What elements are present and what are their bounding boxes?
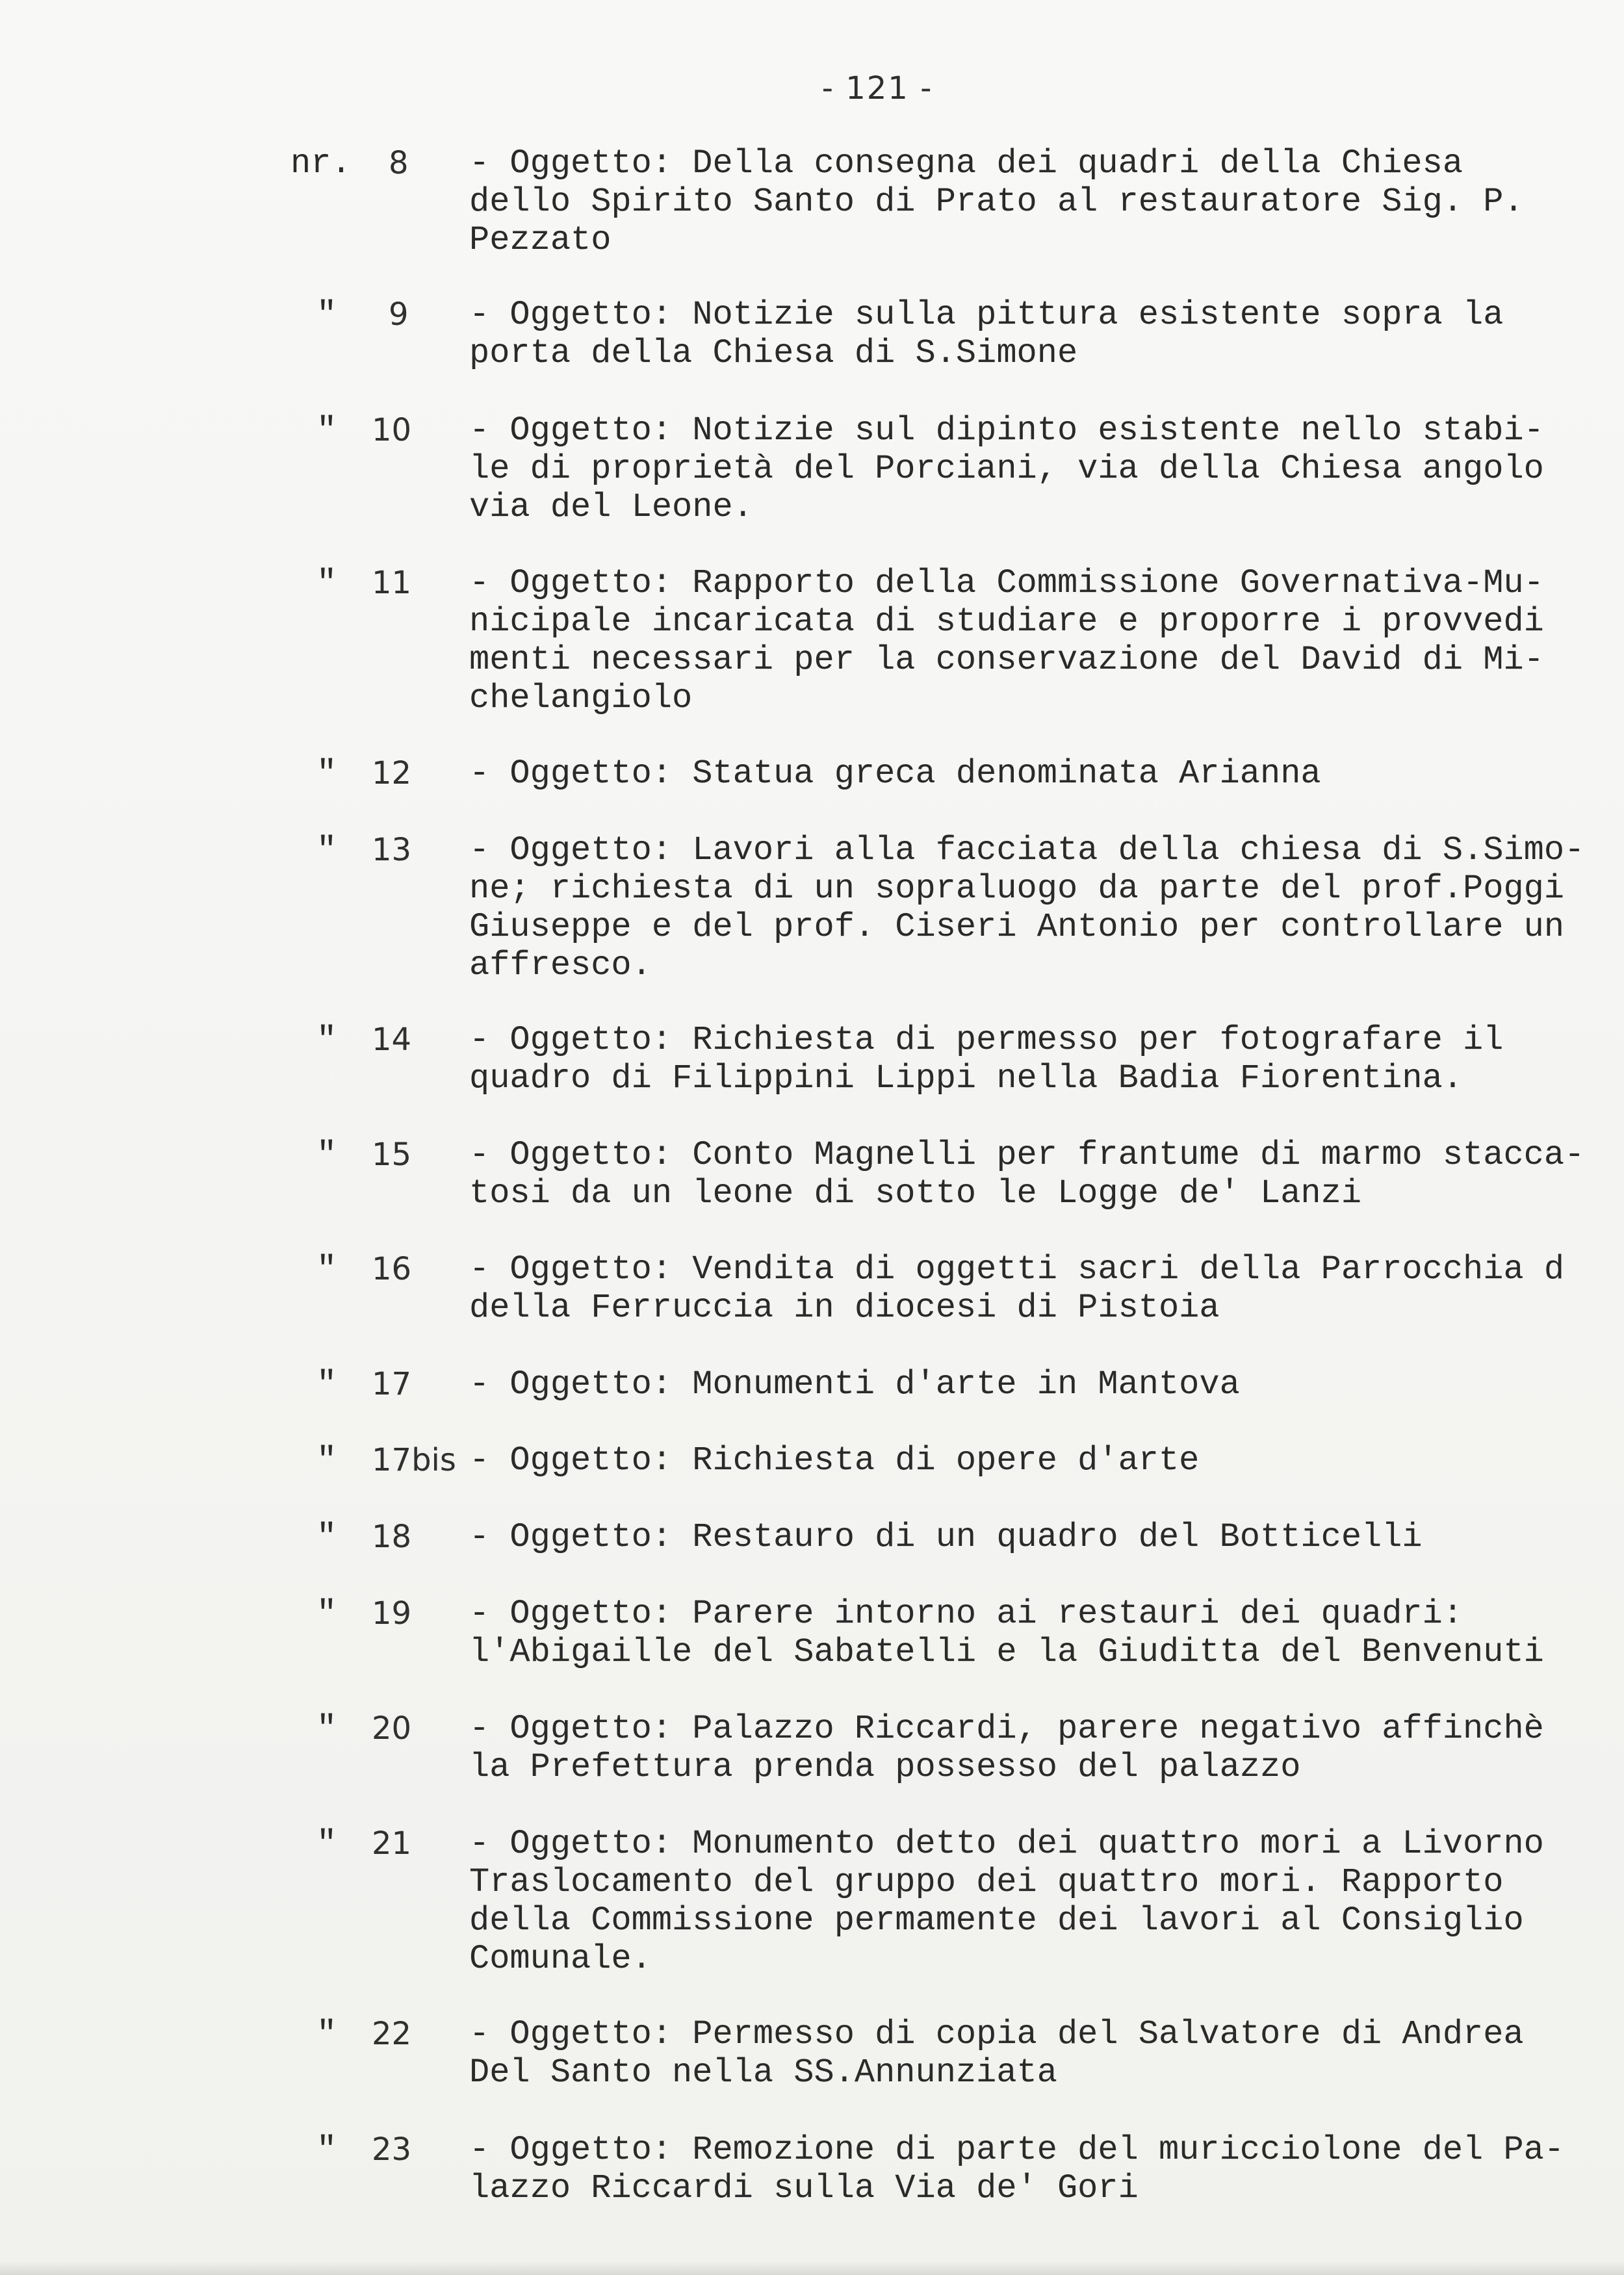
entry-number: 23 <box>372 2131 412 2168</box>
entry-prefix: " <box>316 411 337 450</box>
entry-prefix: " <box>316 2015 337 2053</box>
entry-line: - Oggetto: Restauro di un quadro del Botticelli <box>469 1518 1423 1556</box>
entry-number: 18 <box>372 1519 412 1555</box>
entry-number: 15 <box>372 1137 412 1173</box>
entry-text <box>469 1250 1565 1327</box>
entry-number: 17bis <box>372 1442 456 1478</box>
entry-line: chelangiolo <box>469 679 693 717</box>
entry-line: menti necessari per la conservazione del David di Mi- <box>469 641 1544 679</box>
entry-text <box>469 831 1585 984</box>
entry-number: 10 <box>372 412 412 448</box>
entry-text <box>469 564 1544 717</box>
entry-text <box>469 1136 1585 1213</box>
entry-prefix: " <box>316 1518 337 1556</box>
entry-line: Pezzato <box>469 221 612 259</box>
entry-prefix: " <box>316 2131 337 2169</box>
entry-prefix: " <box>316 296 337 334</box>
entry-line: - Oggetto: Richiesta di opere d'arte <box>469 1441 1200 1480</box>
entry-prefix: " <box>316 1825 337 1863</box>
entry-line: quadro di Filippini Lippi nella Badia Fiorentina. <box>469 1059 1463 1098</box>
entry-number: 13 <box>372 832 412 868</box>
entry-line: la Prefettura prenda possesso del palazzo <box>469 1748 1301 1786</box>
entry-prefix: " <box>316 1441 337 1480</box>
entry-text <box>469 1518 1535 1556</box>
entry-line: l'Abigaille del Sabatelli e la Giuditta del Benvenuti <box>469 1633 1544 1671</box>
entry-line: - Oggetto: Notizie sul dipinto esistente nello stabi- <box>469 411 1544 450</box>
entry-text <box>469 144 1535 259</box>
entry-number: 8 <box>389 145 409 181</box>
entry-text <box>469 1365 1535 1404</box>
entry-number: 17 <box>372 1366 412 1402</box>
entry-prefix: " <box>316 831 337 869</box>
entry-line: le di proprietà del Porciani, via della Chiesa angolo <box>469 450 1544 488</box>
entry-text <box>469 754 1535 793</box>
entry-line: - Oggetto: Remozione di parte del muricciolone del Pa- <box>469 2131 1565 2169</box>
entry-text <box>469 2131 1565 2207</box>
entry-line: via del Leone. <box>469 488 753 526</box>
entry-line: dello Spirito Santo di Prato al restauratore Sig. P. <box>469 183 1524 221</box>
entry-line: affresco. <box>469 946 652 984</box>
entry-line: - Oggetto: Parere intorno ai restauri dei quadri: <box>469 1595 1463 1633</box>
entry-line: - Oggetto: Monumento detto dei quattro mori a Livorno <box>469 1825 1544 1863</box>
entry-number: 21 <box>372 1825 412 1862</box>
entry-line: della Commissione permamente dei lavori al Consiglio <box>469 1901 1524 1940</box>
entry-line: - Oggetto: Monumenti d'arte in Mantova <box>469 1365 1240 1404</box>
entry-line: - Oggetto: Notizie sulla pittura esistente sopra la <box>469 296 1504 334</box>
entry-text <box>469 2015 1535 2092</box>
entry-number: 9 <box>389 296 409 333</box>
entry-prefix: nr. <box>290 144 352 183</box>
entry-line: tosi da un leone di sotto le Logge de' Lanzi <box>469 1174 1362 1213</box>
entry-line: - Oggetto: Conto Magnelli per frantume di marmo stacca- <box>469 1136 1585 1174</box>
entry-number: 14 <box>372 1022 412 1058</box>
entry-text <box>469 1021 1535 1098</box>
entry-line: - Oggetto: Della consegna dei quadri della Chiesa <box>469 144 1463 183</box>
entry-number: 20 <box>372 1710 412 1747</box>
entry-line: - Oggetto: Rapporto della Commissione Governativa-Mu- <box>469 564 1544 602</box>
entry-prefix: " <box>316 1365 337 1404</box>
entry-line: nicipale incaricata di studiare e proporre i provvedi <box>469 602 1544 641</box>
entry-prefix: " <box>316 1710 337 1748</box>
entry-number: 22 <box>372 2016 412 2052</box>
entry-text <box>469 296 1535 372</box>
entry-prefix: " <box>316 1021 337 1059</box>
entry-number: 11 <box>372 565 412 601</box>
entry-prefix: " <box>316 1136 337 1174</box>
page-number: - 121 - <box>821 70 933 107</box>
entry-number: 19 <box>372 1595 412 1632</box>
entry-line: - Oggetto: Vendita di oggetti sacri della Parrocchia d <box>469 1250 1565 1289</box>
entry-number: 16 <box>372 1251 412 1287</box>
entry-line: - Oggetto: Richiesta di permesso per fotografare il <box>469 1021 1504 1059</box>
entry-text <box>469 1441 1535 1480</box>
entry-prefix: " <box>316 754 337 793</box>
page-edge-shadow <box>0 2261 1624 2275</box>
entry-line: ne; richiesta di un sopraluogo da parte del prof.Poggi <box>469 869 1565 908</box>
entry-prefix: " <box>316 1250 337 1289</box>
entry-text <box>469 411 1544 526</box>
entry-number: 12 <box>372 755 412 791</box>
entry-line: - Oggetto: Lavori alla facciata della chiesa di S.Simo- <box>469 831 1585 869</box>
entry-line: Giuseppe e del prof. Ciseri Antonio per controllare un <box>469 908 1565 946</box>
entry-line: della Ferruccia in diocesi di Pistoia <box>469 1289 1220 1327</box>
entry-prefix: " <box>316 1595 337 1633</box>
entry-line: - Oggetto: Permesso di copia del Salvatore di Andrea <box>469 2015 1524 2053</box>
entry-line: lazzo Riccardi sulla Via de' Gori <box>469 2169 1139 2207</box>
entry-line: - Oggetto: Palazzo Riccardi, parere negativo affinchè <box>469 1710 1544 1748</box>
entry-line: Del Santo nella SS.Annunziata <box>469 2053 1057 2092</box>
entry-line: porta della Chiesa di S.Simone <box>469 334 1078 372</box>
entry-line: Traslocamento del gruppo dei quattro mori. Rapporto <box>469 1863 1504 1901</box>
entry-prefix: " <box>316 564 337 602</box>
entry-text <box>469 1825 1544 1978</box>
entry-text <box>469 1710 1544 1786</box>
entry-line: Comunale. <box>469 1940 652 1978</box>
entry-text <box>469 1595 1544 1671</box>
entry-line: - Oggetto: Statua greca denominata Arianna <box>469 754 1321 793</box>
